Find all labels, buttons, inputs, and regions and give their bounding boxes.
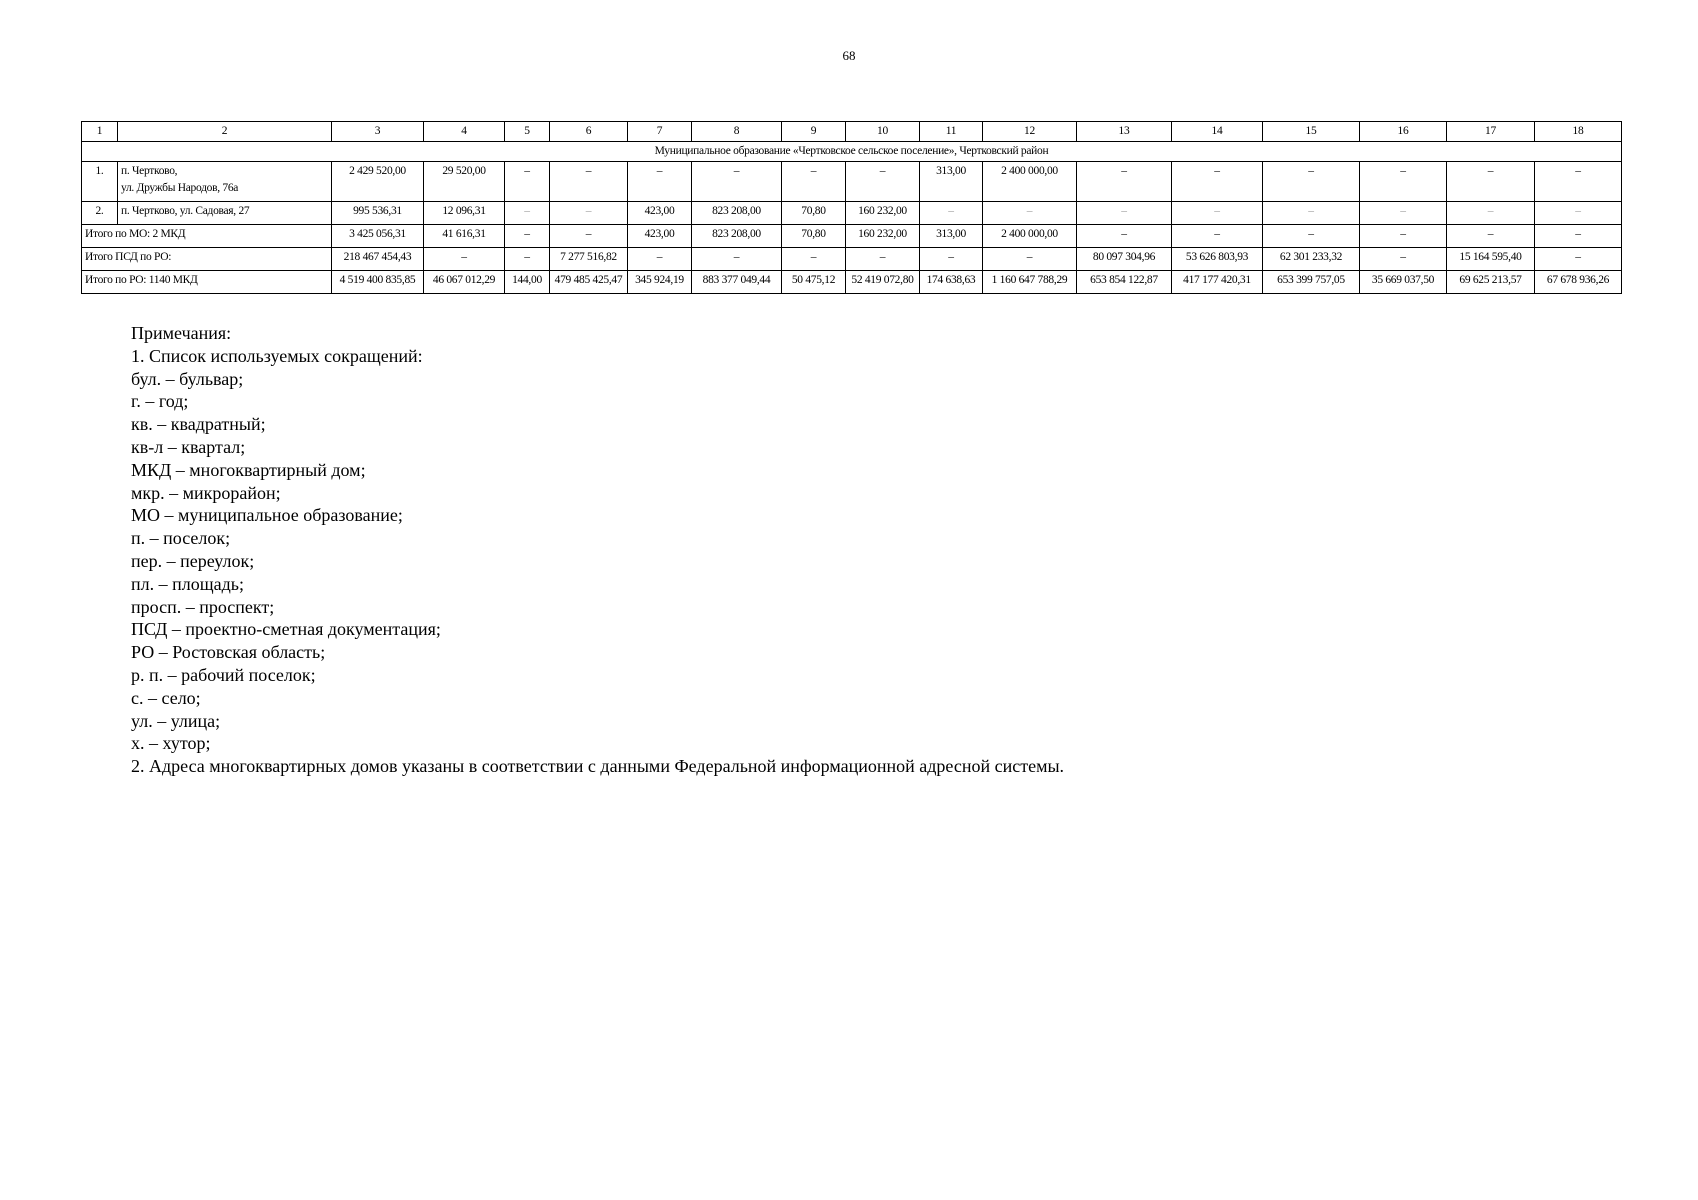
table-cell: 2 429 520,00 bbox=[332, 162, 424, 202]
table-cell: – bbox=[692, 248, 782, 271]
column-header: 5 bbox=[505, 122, 550, 142]
column-header: 8 bbox=[692, 122, 782, 142]
table-cell: 160 232,00 bbox=[846, 202, 920, 225]
total-label: Итого по МО: 2 МКД bbox=[82, 225, 332, 248]
table-cell: – bbox=[550, 162, 628, 202]
table-cell: 67 678 936,26 bbox=[1535, 271, 1622, 294]
table-cell: – bbox=[1447, 225, 1535, 248]
abbreviation-item: просп. – проспект; bbox=[131, 596, 275, 617]
abbreviation-item: ПСД – проектно-сметная документация; bbox=[131, 619, 441, 640]
table-cell: 313,00 bbox=[920, 162, 983, 202]
table-cell: – bbox=[550, 225, 628, 248]
table-cell: – bbox=[1360, 202, 1447, 225]
table-cell: 41 616,31 bbox=[424, 225, 505, 248]
table-cell: – bbox=[983, 202, 1077, 225]
notes-section bbox=[131, 322, 1581, 778]
table-cell: 35 669 037,50 bbox=[1360, 271, 1447, 294]
table-cell: – bbox=[628, 248, 692, 271]
notes-item-1: 1. Список используемых сокращений: bbox=[131, 345, 423, 366]
table-cell: – bbox=[1172, 202, 1263, 225]
table-cell: 15 164 595,40 bbox=[1447, 248, 1535, 271]
abbreviation-item: г. – год; bbox=[131, 391, 189, 412]
table-cell: 313,00 bbox=[920, 225, 983, 248]
table-cell: – bbox=[628, 162, 692, 202]
table-cell: – bbox=[1360, 248, 1447, 271]
abbreviation-item: с. – село; bbox=[131, 687, 201, 708]
table-cell: 69 625 213,57 bbox=[1447, 271, 1535, 294]
column-header: 18 bbox=[1535, 122, 1622, 142]
data-table bbox=[81, 121, 1622, 294]
column-header: 12 bbox=[983, 122, 1077, 142]
abbreviation-item: х. – хутор; bbox=[131, 733, 211, 754]
abbreviation-item: бул. – бульвар; bbox=[131, 368, 244, 389]
table-cell: – bbox=[1263, 225, 1360, 248]
table-cell: – bbox=[1447, 162, 1535, 202]
table-cell: – bbox=[1535, 162, 1622, 202]
table-cell: 12 096,31 bbox=[424, 202, 505, 225]
column-header: 6 bbox=[550, 122, 628, 142]
abbreviation-item: р. п. – рабочий поселок; bbox=[131, 664, 316, 685]
abbreviation-item: мкр. – микрорайон; bbox=[131, 482, 281, 503]
municipality-row bbox=[82, 142, 1622, 162]
abbreviation-item: МО – муниципальное образование; bbox=[131, 505, 403, 526]
column-header: 11 bbox=[920, 122, 983, 142]
table-cell: – bbox=[1535, 202, 1622, 225]
table-cell: – bbox=[1360, 162, 1447, 202]
table-cell: – bbox=[782, 162, 846, 202]
column-header: 4 bbox=[424, 122, 505, 142]
column-header: 15 bbox=[1263, 122, 1360, 142]
table-cell: 2 400 000,00 bbox=[983, 225, 1077, 248]
total-label: Итого по РО: 1140 МКД bbox=[82, 271, 332, 294]
table-cell: – bbox=[505, 162, 550, 202]
table-row bbox=[82, 162, 1622, 202]
total-row-psd bbox=[82, 248, 1622, 271]
table-cell: – bbox=[424, 248, 505, 271]
table-cell: 70,80 bbox=[782, 202, 846, 225]
table-cell: 345 924,19 bbox=[628, 271, 692, 294]
table-cell: – bbox=[1263, 162, 1360, 202]
table-cell: – bbox=[1535, 248, 1622, 271]
row-number: 1. bbox=[82, 162, 118, 202]
total-row-mo bbox=[82, 225, 1622, 248]
table-cell: – bbox=[505, 248, 550, 271]
table-cell: 823 208,00 bbox=[692, 202, 782, 225]
table-cell: 62 301 233,32 bbox=[1263, 248, 1360, 271]
notes-item-2: 2. Адреса многоквартирных домов указаны в соответствии с данными Федеральной информационной адресной системы. bbox=[131, 756, 1065, 777]
table-cell: – bbox=[1172, 225, 1263, 248]
table-cell: – bbox=[692, 162, 782, 202]
table-cell: – bbox=[1077, 225, 1172, 248]
row-address bbox=[118, 162, 332, 202]
table-cell: 80 097 304,96 bbox=[1077, 248, 1172, 271]
table-cell: 423,00 bbox=[628, 202, 692, 225]
total-row-ro bbox=[82, 271, 1622, 294]
column-header: 14 bbox=[1172, 122, 1263, 142]
column-header: 16 bbox=[1360, 122, 1447, 142]
address-line: ул. Дружбы Народов, 76а bbox=[121, 182, 239, 194]
table-cell: 653 854 122,87 bbox=[1077, 271, 1172, 294]
table-cell: – bbox=[505, 225, 550, 248]
total-label: Итого ПСД по РО: bbox=[82, 248, 332, 271]
column-header: 2 bbox=[118, 122, 332, 142]
table-cell: 3 425 056,31 bbox=[332, 225, 424, 248]
page-number: 68 bbox=[842, 48, 856, 63]
abbreviation-item: пер. – переулок; bbox=[131, 550, 255, 571]
table-cell: – bbox=[1077, 202, 1172, 225]
table-cell: – bbox=[550, 202, 628, 225]
table-header-row bbox=[82, 122, 1622, 142]
column-header: 3 bbox=[332, 122, 424, 142]
column-header: 10 bbox=[846, 122, 920, 142]
table-cell: – bbox=[1263, 202, 1360, 225]
abbreviation-item: кв. – квадратный; bbox=[131, 414, 266, 435]
table-cell: – bbox=[846, 248, 920, 271]
table-cell: – bbox=[505, 202, 550, 225]
row-number: 2. bbox=[82, 202, 118, 225]
table-cell: 218 467 454,43 bbox=[332, 248, 424, 271]
abbreviation-item: МКД – многоквартирный дом; bbox=[131, 459, 366, 480]
table-cell: 70,80 bbox=[782, 225, 846, 248]
table-cell: – bbox=[1360, 225, 1447, 248]
table-row bbox=[82, 202, 1622, 225]
table-cell: 1 160 647 788,29 bbox=[983, 271, 1077, 294]
table-cell: – bbox=[983, 248, 1077, 271]
table-cell: 53 626 803,93 bbox=[1172, 248, 1263, 271]
table-cell: – bbox=[1172, 162, 1263, 202]
table-cell: 479 485 425,47 bbox=[550, 271, 628, 294]
table-cell: 52 419 072,80 bbox=[846, 271, 920, 294]
column-header: 17 bbox=[1447, 122, 1535, 142]
table-cell: 29 520,00 bbox=[424, 162, 505, 202]
table-cell: – bbox=[920, 202, 983, 225]
table-cell: – bbox=[1447, 202, 1535, 225]
table-cell: 7 277 516,82 bbox=[550, 248, 628, 271]
table-cell: – bbox=[920, 248, 983, 271]
table-cell: 174 638,63 bbox=[920, 271, 983, 294]
table-cell: – bbox=[846, 162, 920, 202]
table-cell: – bbox=[1535, 225, 1622, 248]
table-cell: 417 177 420,31 bbox=[1172, 271, 1263, 294]
notes-title: Примечания: bbox=[131, 323, 232, 343]
table-cell: 995 536,31 bbox=[332, 202, 424, 225]
abbreviation-item: РО – Ростовская область; bbox=[131, 642, 326, 663]
table-cell: 653 399 757,05 bbox=[1263, 271, 1360, 294]
table-cell: 823 208,00 bbox=[692, 225, 782, 248]
table-cell: 160 232,00 bbox=[846, 225, 920, 248]
table-cell: 50 475,12 bbox=[782, 271, 846, 294]
abbreviation-item: кв-л – квартал; bbox=[131, 436, 246, 457]
abbreviation-item: п. – поселок; bbox=[131, 528, 231, 549]
column-header: 9 bbox=[782, 122, 846, 142]
abbreviation-item: пл. – площадь; bbox=[131, 573, 244, 594]
table-cell: 2 400 000,00 bbox=[983, 162, 1077, 202]
column-header: 13 bbox=[1077, 122, 1172, 142]
table-cell: – bbox=[782, 248, 846, 271]
column-header: 7 bbox=[628, 122, 692, 142]
table-cell: – bbox=[1077, 162, 1172, 202]
table-cell: 46 067 012,29 bbox=[424, 271, 505, 294]
municipality-title: Муниципальное образование «Чертковское сельское поселение», Чертковский район bbox=[82, 142, 1622, 162]
row-address: п. Чертково, ул. Садовая, 27 bbox=[118, 202, 332, 225]
table-cell: 4 519 400 835,85 bbox=[332, 271, 424, 294]
table-cell: 883 377 049,44 bbox=[692, 271, 782, 294]
address-line: п. Чертково, bbox=[121, 165, 178, 177]
table-cell: 144,00 bbox=[505, 271, 550, 294]
abbreviation-item: ул. – улица; bbox=[131, 710, 221, 731]
column-header: 1 bbox=[82, 122, 118, 142]
table-cell: 423,00 bbox=[628, 225, 692, 248]
